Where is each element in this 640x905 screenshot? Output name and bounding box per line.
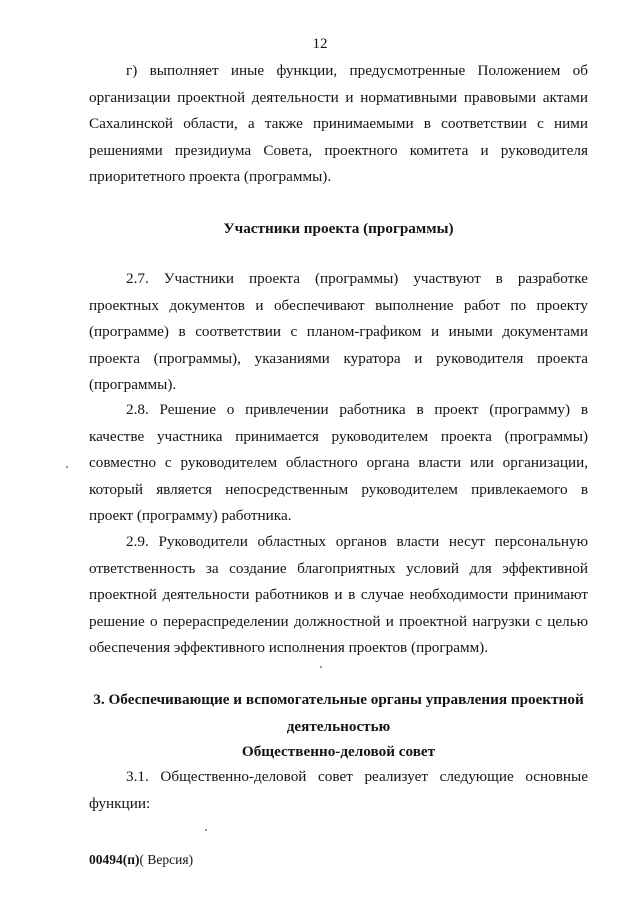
scan-speck bbox=[66, 466, 68, 468]
footer-doc-code: 00494(п) bbox=[89, 852, 140, 867]
heading-section-3: 3. Обеспечивающие и вспомогательные органы управления проектной деятельностью bbox=[93, 691, 584, 735]
page-number: 12 bbox=[312, 36, 328, 52]
paragraph-3-1 bbox=[89, 764, 588, 817]
paragraph-g-text: г) выполняет иные функции, предусмотренные Положением об организации проектной деятельности и нормативными правовыми актами Сахалинской области, а также принимаемыми в соответствии с ними решениями президиума Совета, проектного комитета и руководителя приоритетного проекта (программы). bbox=[89, 62, 588, 185]
paragraph-2-9-text: 2.9. Руководители областных органов власти несут персональную ответственность за создание благоприятных условий для эффективной проектной деятельности работников и в случае необходимости принимают решение о перераспределении должностной и проектной нагрузки с целью обеспечения эффективного исполнения проектов (программ). bbox=[89, 533, 588, 656]
paragraph-2-8 bbox=[89, 397, 588, 530]
heading-project-participants: Участники проекта (программы) bbox=[223, 220, 454, 237]
heading-public-business-council: Общественно-деловой совет bbox=[241, 743, 436, 760]
paragraph-3-1-text: 3.1. Общественно-деловой совет реализует следующие основные функции: bbox=[89, 768, 588, 812]
paragraph-2-7 bbox=[89, 266, 588, 399]
document-footer bbox=[89, 852, 193, 868]
paragraph-2-8-text: 2.8. Решение о привлечении работника в проект (программу) в качестве участника принимается руководителем проекта (программы) совместно с руководителем областного органа власти или организации, который является непосредственным руководителем привлекаемого в проект (программу) работника. bbox=[89, 401, 588, 524]
paragraph-2-7-text: 2.7. Участники проекта (программы) участвуют в разработке проектных документов и обеспечивают выполнение работ по проекту (программе) в соответствии с планом-графиком и иными документами проекта (программы), указаниями куратора и руководителя проекта (программы). bbox=[89, 270, 588, 393]
paragraph-2-9 bbox=[89, 529, 588, 662]
paragraph-g bbox=[89, 58, 588, 191]
footer-version-label: ( Версия) bbox=[139, 852, 194, 867]
scan-speck bbox=[205, 829, 207, 831]
scan-speck bbox=[320, 666, 322, 668]
